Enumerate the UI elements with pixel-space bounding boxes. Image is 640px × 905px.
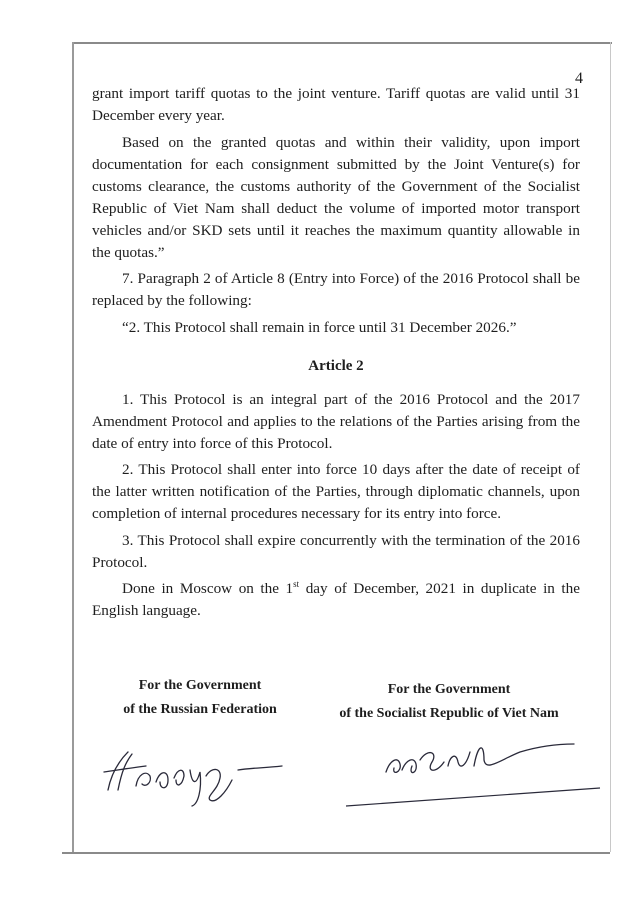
page-border-top (72, 42, 612, 44)
signatory-vietnam (320, 678, 578, 726)
paragraph-done-in-moscow (92, 578, 580, 622)
page-border-bottom (62, 852, 610, 854)
paragraph-integral-part: 1. This Protocol is an integral part of the 2016 Protocol and the 2017 Amendment Protocol and applies to the relations of the Parties arising from the date of entry into force of this Protocol. (92, 390, 580, 452)
page-border-left (72, 42, 74, 852)
document-body (92, 83, 580, 627)
signatory-russia (100, 674, 300, 722)
signature-vietnam-handwritten (386, 744, 574, 773)
article-heading: Article 2 (308, 357, 364, 374)
done-text-end: day of December, 2021 in duplicate in the English language. (92, 580, 580, 619)
signature-underline (346, 788, 600, 806)
signatory-russia-line2: of the Russian Federation (123, 702, 277, 717)
paragraph-expiry: 3. This Protocol shall expire concurrently with the termination of the 2016 Protocol. (92, 531, 580, 571)
ordinal-suffix: st (293, 578, 300, 589)
page-border-right (610, 42, 611, 852)
done-text-start: Done in Moscow on the 1 (122, 580, 294, 597)
signature-russia-handwritten (104, 752, 282, 806)
paragraph-amendment-7: 7. Paragraph 2 of Article 8 (Entry into Force) of the 2016 Protocol shall be replaced by the following: (92, 270, 580, 309)
paragraph-entry-into-force: 2. This Protocol shall enter into force 10 days after the date of receipt of the latter written notification of the Parties, through diplomatic channels, upon completion of internal procedures necessary for its entry into force. (92, 461, 580, 522)
paragraph-remain-in-force: “2. This Protocol shall remain in force until 31 December 2026.” (122, 318, 517, 336)
signatory-vietnam-line2: of the Socialist Republic of Viet Nam (339, 706, 559, 721)
paragraph-customs-deduction: Based on the granted quotas and within their validity, upon import documentation for each consignment submitted by the Joint Venture(s) for customs clearance, the customs authority of the Government of the Socialist Republic of Viet Nam shall deduct the volume of imported motor transport vehicles and/or SKD sets until it reaches the maximum quantity allowable in the quotas.” (92, 133, 580, 261)
paragraph-quota-validity: grant import tariff quotas to the joint venture. Tariff quotas are valid until 31 December every year. (92, 85, 580, 124)
page-number: 4 (575, 70, 583, 87)
signatory-vietnam-line1: For the Government (387, 682, 511, 697)
signatory-russia-line1: For the Government (138, 678, 262, 693)
